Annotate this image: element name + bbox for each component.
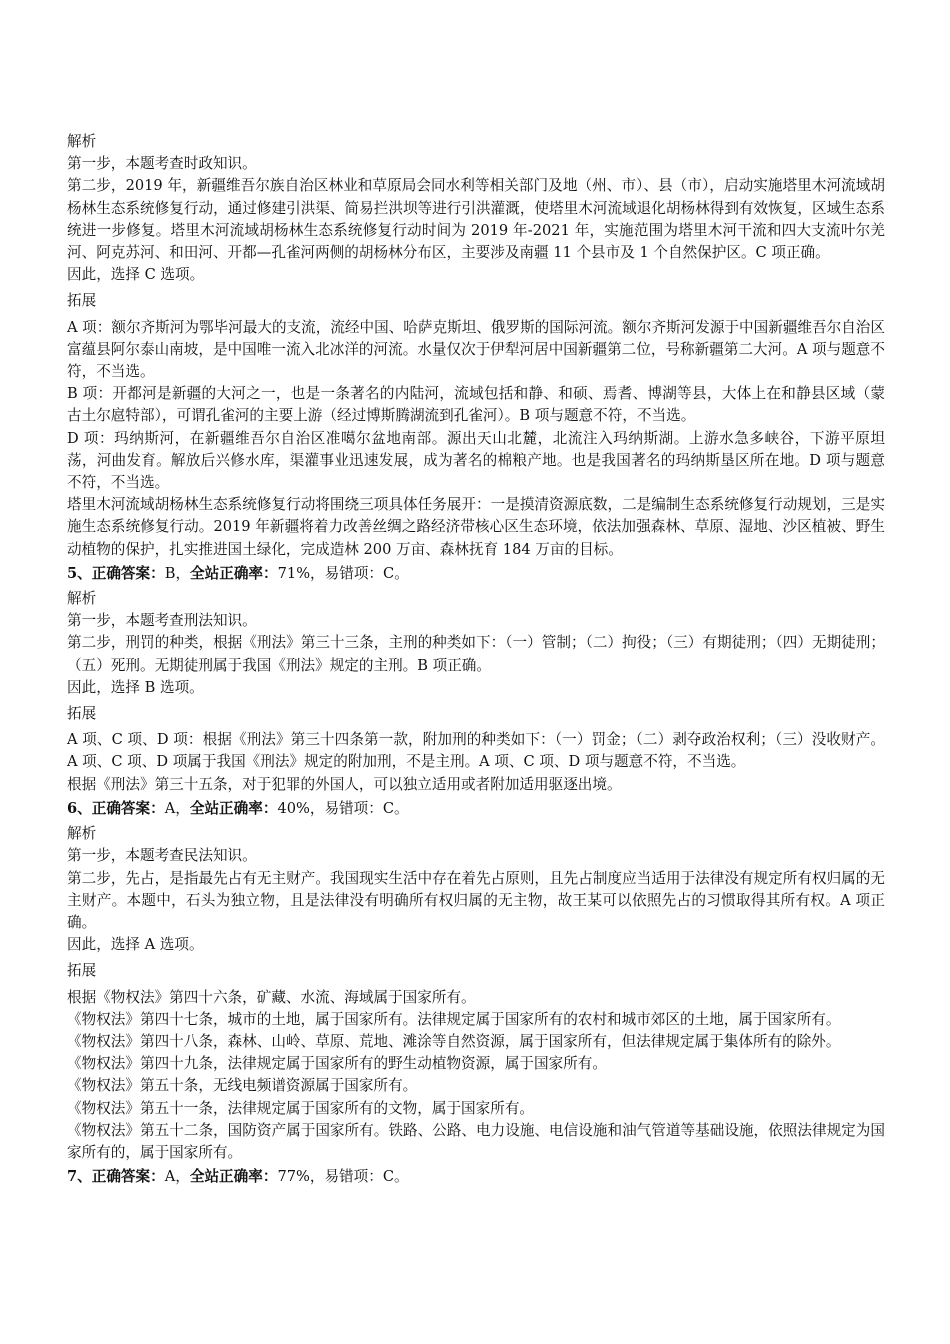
paragraph: 《物权法》第五十条，无线电频谱资源属于国家所有。 — [67, 1077, 418, 1095]
paragraph: 第二步，先占，是指最先占有无主财产。我国现实生活中存在着先占原则，且先占制度应当适用于法律没有规定所有权归属的无主财产。本题中，石头为独立物，且是法律没有明确所有权归属的无主物，故王某可以依照先占的习惯取得其所有权。A 项正确。 — [67, 869, 885, 931]
paragraph: 《物权法》第四十八条，森林、山岭、草原、荒地、滩涂等自然资源，属于国家所有，但法律规定属于集体所有的除外。 — [67, 1032, 841, 1050]
document-body — [67, 128, 885, 1188]
paragraph: 因此，选择 A 选项。 — [67, 936, 204, 954]
paragraph: 《物权法》第五十二条，国防资产属于国家所有。铁路、公路、电力设施、电信设施和油气管道等基础设施，依照法律规定为国家所有的，属于国家所有。 — [67, 1121, 885, 1161]
paragraph: 根据《刑法》第三十五条，对于犯罪的外国人，可以独立适用或者附加适用驱逐出境。 — [67, 775, 622, 793]
paragraph: D 项：玛纳斯河，在新疆维吾尔自治区准噶尔盆地南部。源出天山北麓，北流注入玛纳斯湖。上游水急多峡谷，下游平原坦荡，河曲发育。解放后兴修水库，渠灌事业迅速发展，成为著名的棉粮产地。也是我国著名的玛纳斯垦区所在地。D 项与题意不符，不当选。 — [67, 429, 885, 492]
tuozhan-heading: 拓展 — [67, 962, 97, 980]
jiexi-heading: 解析 — [67, 133, 97, 150]
paragraph: 塔里木河流域胡杨林生态系统修复行动将围绕三项具体任务展开：一是摸清资源底数，二是编制生态系统修复行动规划，三是实施生态系统修复行动。2019 年新疆将着力改善丝绸之路经济带核心区生态环境，依法加强森林、草原、湿地、沙区植被、野生动植物的保护，扎实推进国土绿化，完成造林 200 万亩、森林抚育 184 万亩的目标。 — [67, 496, 885, 558]
paragraph: 第二步，刑罚的种类，根据《刑法》第三十三条，主刑的种类如下：（一）管制；（二）拘役；（三）有期徒刑；（四）无期徒刑；（五）死刑。无期徒刑属于我国《刑法》规定的主刑。B 项正确。 — [67, 634, 885, 674]
paragraph: B 项：开都河是新疆的大河之一，也是一条著名的内陆河，流域包括和静、和硕、焉耆、博湖等县，大体上在和静县区域（蒙古土尔扈特部），可谓孔雀河的主要上游（经过博斯腾湖流到孔雀河）。B 项与题意不符，不当选。 — [67, 385, 885, 425]
jiexi-heading: 解析 — [67, 590, 97, 608]
answer-header-q7: 7、正确答案：A，全站正确率：77%，易错项：C。 — [67, 1168, 409, 1186]
paragraph: 因此，选择 C 选项。 — [67, 266, 205, 284]
paragraph: A 项：额尔齐斯河为鄂毕河最大的支流，流经中国、哈萨克斯坦、俄罗斯的国际河流。额尔齐斯河发源于中国新疆维吾尔自治区富蕴县阿尔泰山南坡，是中国唯一流入北冰洋的河流。水量仅次于伊犁河居中国新疆第二位，号称新疆第二大河。A 项与题意不符，不当选。 — [67, 318, 885, 381]
paragraph: 《物权法》第五十一条，法律规定属于国家所有的文物，属于国家所有。 — [67, 1099, 535, 1117]
paragraph: A 项、C 项、D 项：根据《刑法》第三十四条第一款，附加刑的种类如下：（一）罚金；（二）剥夺政治权利；（三）没收财产。A 项、C 项、D 项属于我国《刑法》规定的附加刑，不是主刑。A 项、C 项、D 项与题意不符，不当选。 — [67, 731, 885, 771]
paragraph: 第一步，本题考查时政知识。 — [67, 155, 257, 173]
answer-header-q5: 5、正确答案：B，全站正确率：71%，易错项：C。 — [67, 564, 409, 582]
paragraph: 第一步，本题考查民法知识。 — [67, 847, 257, 865]
paragraph: 根据《物权法》第四十六条，矿藏、水流、海域属于国家所有。 — [67, 988, 476, 1006]
paragraph: 第一步，本题考查刑法知识。 — [67, 612, 257, 630]
tuozhan-heading: 拓展 — [67, 705, 97, 723]
paragraph: 《物权法》第四十七条，城市的土地，属于国家所有。法律规定属于国家所有的农村和城市郊区的土地，属于国家所有。 — [67, 1010, 841, 1028]
paragraph: 《物权法》第四十九条，法律规定属于国家所有的野生动植物资源，属于国家所有。 — [67, 1055, 607, 1073]
tuozhan-heading: 拓展 — [67, 292, 97, 310]
paragraph: 因此，选择 B 选项。 — [67, 678, 204, 696]
paragraph: 第二步，2019 年，新疆维吾尔族自治区林业和草原局会同水利等相关部门及地（州、市）、县（市），启动实施塔里木河流域胡杨林生态系统修复行动，通过修建引洪渠、简易拦洪坝等进行引洪灌溉，使塔里木河流域退化胡杨林得到有效恢复，区域生态系统进一步修复。塔里木河流域胡杨林生态系统修复行动时间为 2019 年-2021 年，实施范围为塔里木河干流和四大支流叶尔羌河、阿克苏河、和田河、开都—孔雀河两侧的胡杨林分布区，主要涉及南疆 11 个县市及 1 个自然保护区。C 项正确。 — [67, 177, 885, 262]
jiexi-heading: 解析 — [67, 825, 97, 843]
answer-header-q6: 6、正确答案：A，全站正确率：40%，易错项：C。 — [67, 799, 409, 817]
